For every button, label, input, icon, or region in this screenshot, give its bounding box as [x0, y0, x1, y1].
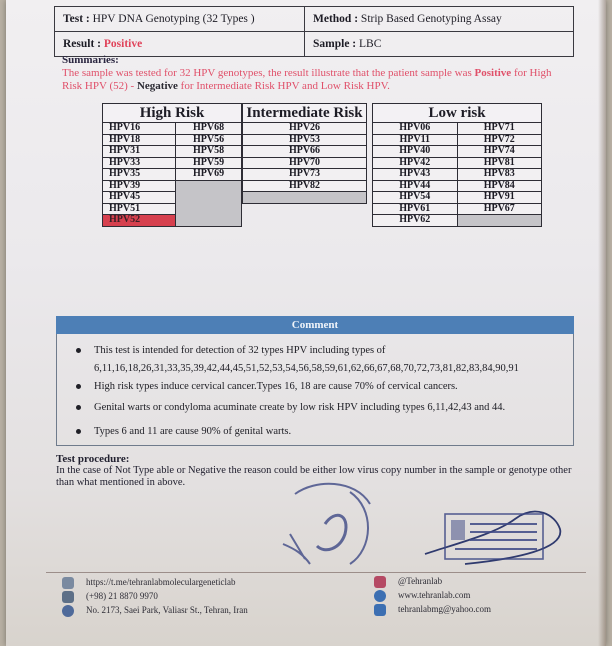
report-header-table	[54, 6, 574, 57]
genotype-cell: HPV72	[457, 134, 542, 146]
genotype-cell: HPV73	[243, 169, 367, 181]
result-cell	[55, 32, 305, 57]
table-row	[103, 123, 242, 135]
table-row	[103, 134, 242, 146]
table-row	[243, 157, 367, 169]
location-icon	[62, 605, 74, 617]
intermediate-risk-table	[242, 103, 367, 204]
genotype-cell: HPV44	[373, 180, 458, 192]
genotype-cell: HPV62	[373, 215, 458, 227]
genotype-cell: HPV83	[457, 169, 542, 181]
genotype-cell: HPV52	[103, 215, 176, 227]
table-row	[373, 203, 542, 215]
summaries-positive: Positive	[474, 67, 512, 79]
web-icon	[374, 590, 386, 602]
genotype-cell: HPV54	[373, 192, 458, 204]
method-label: Method :	[313, 13, 359, 25]
genotype-cell: HPV11	[373, 134, 458, 146]
table-row	[103, 169, 242, 181]
footer-website[interactable]: www.tehranlab.com	[398, 590, 471, 600]
summaries-text-1: The sample was tested for 32 HPV genotypes, the result illustrate that the patient sample was	[62, 67, 472, 79]
low-risk-table	[372, 103, 542, 227]
genotype-cell: HPV59	[176, 157, 242, 169]
table-row	[243, 169, 367, 181]
test-label: Test :	[63, 13, 90, 25]
genotype-cell: HPV56	[176, 134, 242, 146]
comment-bullet-1-text: This test is intended for detection of 32 types HPV including types of	[94, 345, 386, 356]
summaries-text	[62, 67, 562, 93]
footer-divider	[46, 572, 586, 573]
genotype-cell: HPV31	[103, 146, 176, 158]
table-row	[373, 146, 542, 158]
bullet-icon	[76, 429, 81, 434]
test-cell	[55, 7, 305, 32]
summaries-negative: Negative	[136, 80, 178, 92]
telegram-icon	[62, 577, 74, 589]
comment-bullet-1-types: 6,11,16,18,26,31,33,35,39,42,44,45,51,52,53,54,56,58,59,61,62,66,67,68,70,72,73,81,82,83,84,90,91	[94, 363, 519, 374]
genotype-cell: HPV45	[103, 192, 176, 204]
phone-icon	[62, 591, 74, 603]
footer-address: No. 2173, Saei Park, Valiasr St., Tehran, Iran	[86, 605, 248, 615]
genotype-cell: HPV70	[243, 157, 367, 169]
low-risk-title: Low risk	[373, 104, 542, 123]
table-row	[373, 123, 542, 135]
stamps-and-signature	[255, 474, 585, 584]
bullet-icon	[76, 384, 81, 389]
comment-bullet-4-text: Types 6 and 11 are cause 90% of genital warts.	[94, 426, 292, 437]
footer-telegram-link[interactable]: https://t.me/tehranlabmoleculargeneticlab	[86, 577, 236, 587]
email-icon	[374, 604, 386, 616]
test-procedure-title: Test procedure:	[56, 453, 130, 465]
comment-bullet-3-text: Genital warts or condyloma acuminate create by low risk HPV including types 6,11,42,43 and 44.	[94, 402, 506, 413]
table-row	[373, 215, 542, 227]
genotype-cell: HPV18	[103, 134, 176, 146]
genotype-cell: HPV67	[457, 203, 542, 215]
genotype-cell: HPV06	[373, 123, 458, 135]
table-row	[373, 180, 542, 192]
sample-label: Sample :	[313, 38, 357, 50]
comment-bullet-3	[94, 401, 564, 414]
table-row	[243, 123, 367, 135]
genotype-cell: HPV69	[176, 169, 242, 181]
genotype-cell: HPV91	[457, 192, 542, 204]
table-row	[103, 146, 242, 158]
table-row	[243, 134, 367, 146]
footer-instagram[interactable]: @Tehranlab	[398, 576, 443, 586]
method-value: Strip Based Genotyping Assay	[360, 13, 502, 25]
test-procedure-text: In the case of Not Type able or Negative the reason could be either low virus copy number in the sample or genotype other than what mentioned in above.	[56, 465, 572, 488]
summaries-text-3: for Intermediate Risk HPV and Low Risk HPV.	[180, 80, 390, 92]
footer-phone: (+98) 21 8870 9970	[86, 591, 158, 601]
table-row	[373, 134, 542, 146]
table-row	[103, 180, 242, 192]
genotype-cell: HPV33	[103, 157, 176, 169]
genotype-cell: HPV39	[103, 180, 176, 192]
genotype-cell: HPV51	[103, 203, 176, 215]
rectangular-doctor-stamp-icon	[445, 514, 543, 559]
empty-cell	[457, 215, 542, 227]
genotype-cell: HPV84	[457, 180, 542, 192]
genotype-cell: HPV71	[457, 123, 542, 135]
result-label: Result :	[63, 38, 102, 50]
empty-cell	[176, 180, 242, 226]
method-cell	[305, 7, 574, 32]
genotype-cell: HPV82	[243, 180, 367, 192]
intermediate-risk-title: Intermediate Risk	[243, 104, 367, 123]
footer-email[interactable]: tehranlabmg@yahoo.com	[398, 604, 492, 614]
bullet-icon	[76, 405, 81, 410]
table-row	[373, 157, 542, 169]
genotype-cell: HPV16	[103, 123, 176, 135]
table-row	[373, 192, 542, 204]
table-row	[243, 180, 367, 192]
genotype-cell: HPV66	[243, 146, 367, 158]
instagram-icon	[374, 576, 386, 588]
round-lab-stamp-icon	[283, 484, 370, 564]
summaries-section	[62, 54, 562, 93]
genotype-cell: HPV68	[176, 123, 242, 135]
page-edge-shadow	[598, 0, 606, 646]
comment-bullet-2-text: High risk types induce cervical cancer.Types 16, 18 are cause 70% of cervical cancers.	[94, 381, 458, 392]
table-row	[103, 157, 242, 169]
sample-value: LBC	[359, 38, 382, 50]
table-row	[243, 146, 367, 158]
result-value: Positive	[103, 38, 143, 50]
summaries-text-2: for High Risk HPV (52) -	[62, 67, 552, 92]
genotype-cell: HPV81	[457, 157, 542, 169]
genotype-cell: HPV53	[243, 134, 367, 146]
summaries-title: Summaries:	[62, 54, 119, 66]
bullet-icon	[76, 348, 81, 353]
genotype-cell: HPV35	[103, 169, 176, 181]
genotype-cell: HPV43	[373, 169, 458, 181]
genotype-cell: HPV61	[373, 203, 458, 215]
comment-bullet-4	[94, 425, 564, 438]
genotype-cell: HPV74	[457, 146, 542, 158]
comment-header: Comment	[56, 316, 574, 334]
table-row	[373, 169, 542, 181]
genotype-cell: HPV58	[176, 146, 242, 158]
comment-bullet-1	[94, 344, 564, 375]
high-risk-title: High Risk	[103, 104, 242, 123]
test-value: HPV DNA Genotyping (32 Types )	[92, 13, 255, 25]
genotype-cell: HPV26	[243, 123, 367, 135]
high-risk-table	[102, 103, 242, 227]
comment-bullet-2	[94, 380, 564, 393]
empty-cell	[243, 192, 367, 204]
genotype-cell: HPV42	[373, 157, 458, 169]
genotype-cell: HPV40	[373, 146, 458, 158]
sample-cell	[305, 32, 574, 57]
